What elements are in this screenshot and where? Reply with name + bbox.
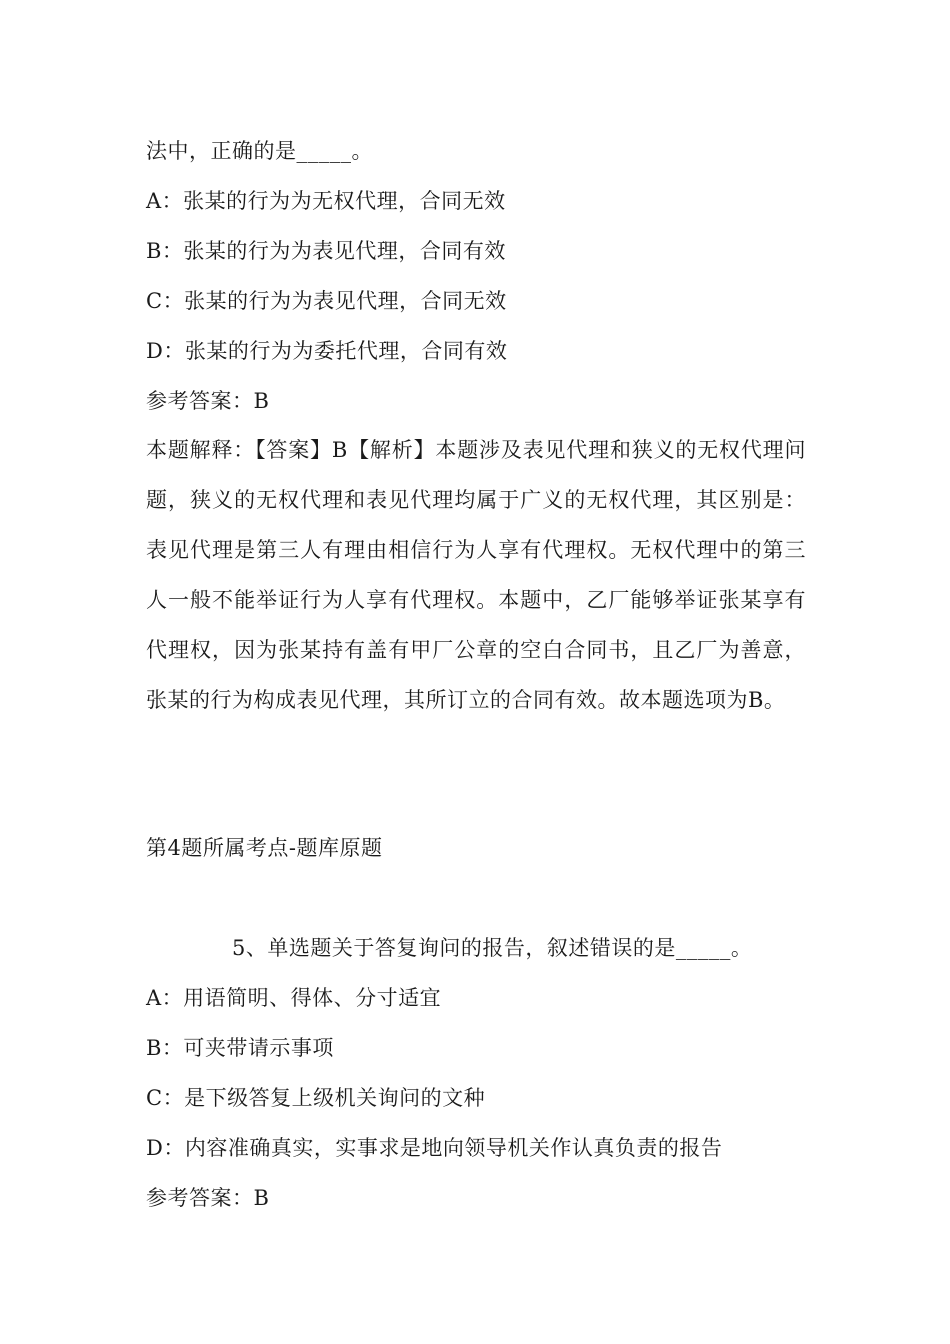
question-4-category: 第4题所属考点-题库原题 — [146, 836, 383, 860]
question-4-option-d: D：张某的行为为委托代理，合同有效 — [146, 339, 508, 363]
question-5-stem: 5、单选题关于答复询问的报告，叙述错误的是_____。 — [232, 936, 753, 960]
question-4-option-a: A：张某的行为为无权代理，合同无效 — [146, 189, 506, 213]
question-5-option-c: C：是下级答复上级机关询问的文种 — [146, 1086, 486, 1110]
question-5-option-d: D：内容准确真实，实事求是地向领导机关作认真负责的报告 — [146, 1136, 723, 1160]
question-5-option-b: B：可夹带请示事项 — [146, 1036, 334, 1060]
question-5-answer: 参考答案：B — [146, 1186, 270, 1210]
question-4-option-c: C：张某的行为为表见代理，合同无效 — [146, 289, 507, 313]
question-4-stem-tail: 法中，正确的是_____。 — [146, 139, 373, 163]
question-4-option-b: B：张某的行为为表见代理，合同有效 — [146, 239, 506, 263]
question-4-explanation: 本题解释：【答案】B【解析】本题涉及表见代理和狭义的无权代理问题，狭义的无权代理和表见代理均属于广义的无权代理，其区别是：表见代理是第三人有理由相信行为人享有代理权。无权代理中的第三人一般不能举证行为人享有代理权。本题中，乙厂能够举证张某享有代理权，因为张某持有盖有甲厂公章的空白合同书，且乙厂为善意，张某的行为构成表见代理，其所订立的合同有效。故本题选项为B。 — [146, 438, 806, 712]
question-5-option-a: A：用语简明、得体、分寸适宜 — [146, 986, 442, 1010]
question-4-answer: 参考答案：B — [146, 389, 270, 413]
